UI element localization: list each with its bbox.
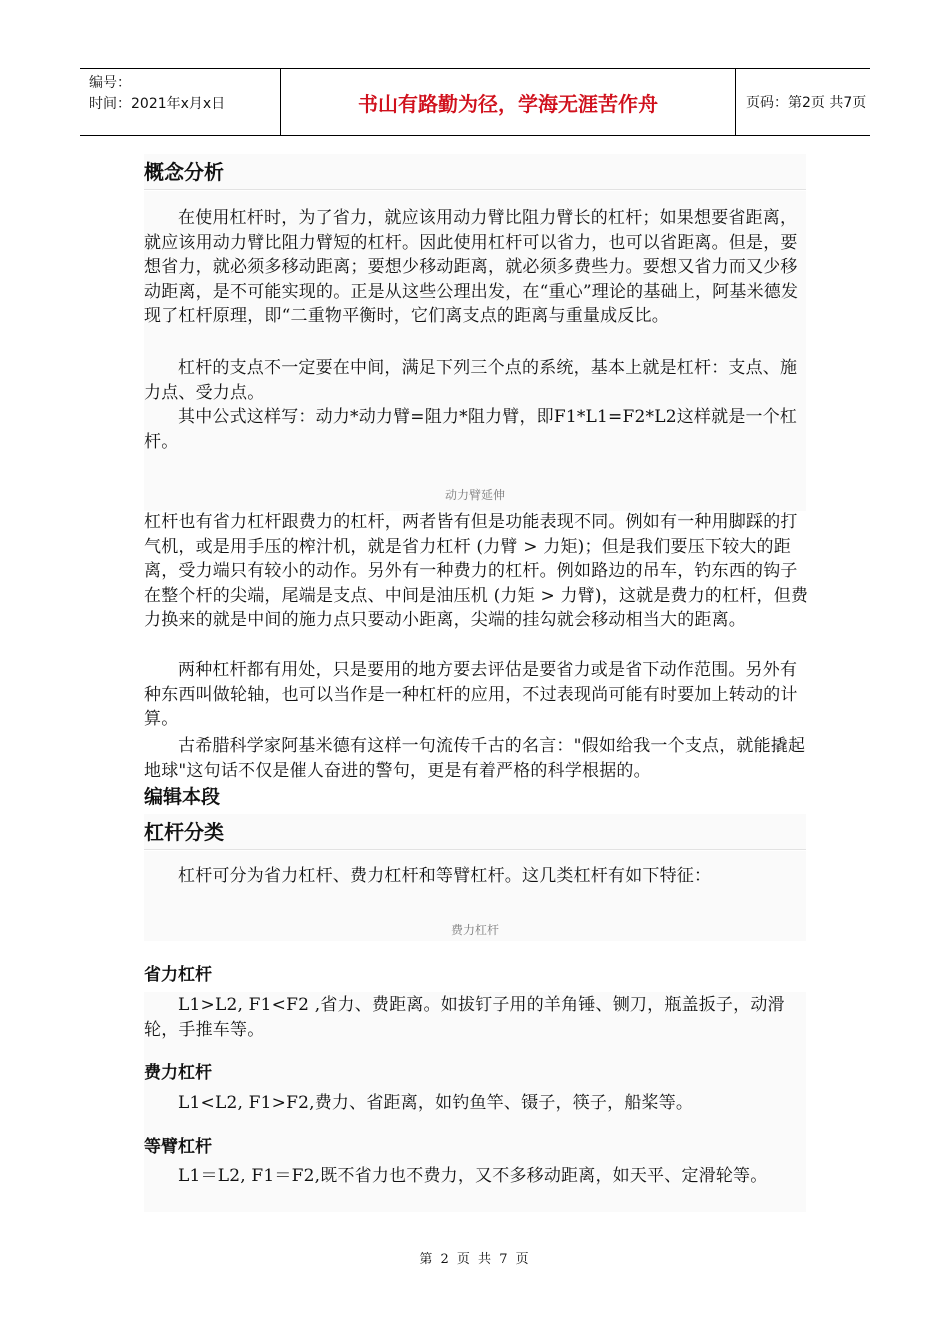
page-label: 页码：第2页 共7页: [746, 95, 867, 111]
lever-type-1-title: 省力杠杆: [144, 965, 212, 985]
classification-intro: 杠杆可分为省力杠杆、费力杠杆和等臂杠杆。这几类杠杆有如下特征：: [178, 866, 712, 886]
lever-type-1-text: L1>L2, F1<F2 ,省力、费距离。如拔钉子用的羊角锤、铡刀，瓶盖扳子，动滑轮，手推车等。: [144, 995, 785, 1040]
figure-caption-1: 动力臂延伸: [444, 488, 505, 502]
concept-paragraph-5: 两种杠杆都有用处，只是要用的地方要去评估是要省力或是省下动作范围。另外有种东西叫做轮轴，也可以当作是一种杠杆的应用，不过表现尚可能有时要加上转动的计算。: [144, 660, 798, 729]
edit-section-link[interactable]: 编辑本段: [144, 786, 221, 808]
number-label: 编号：: [89, 75, 131, 91]
lever-type-3-text: L1＝L2, F1＝F2,既不省力也不费力，又不多移动距离，如天平、定滑轮等。: [178, 1166, 768, 1186]
header-meta-cell: [80, 69, 281, 135]
lever-type-2-title: 费力杠杆: [144, 1063, 212, 1083]
concept-paragraph-6: 古希腊科学家阿基米德有这样一句流传千古的名言："假如给我一个支点，就能撬起地球"这句话不仅是催人奋进的警句，更是有着严格的科学根据的。: [144, 736, 806, 781]
concept-paragraph-4: 杠杆也有省力杠杆跟费力的杠杆，两者皆有但是功能表现不同。例如有一种用脚踩的打气机，或是用手压的榨汁机，就是省力杠杆 (力臂 > 力矩)；但是我们要压下较大的距离，受力端只有较小的动作。另外有一种费力的杠杆。例如路边的吊车，钓东西的钩子在整个杆的尖端，尾端是支点、中间是油压机 (力矩 > 力臂)，这就是费力的杠杆，但费力换来的就是中间的施力点只要动小距离，尖端的挂勾就会移动相当大的距离。: [144, 512, 809, 630]
lever-type-3-title: 等臂杠杆: [144, 1137, 212, 1157]
concept-paragraph-3: 其中公式这样写：动力*动力臂=阻力*阻力臂，即F1*L1=F2*L2这样就是一个杠杆。: [144, 407, 798, 452]
motto-text: 书山有路勤为径，学海无涯苦作舟: [358, 91, 658, 116]
concept-paragraph-1: 在使用杠杆时，为了省力，就应该用动力臂比阻力臂长的杠杆；如果想要省距离，就应该用动力臂比阻力臂短的杠杆。因此使用杠杆可以省力，也可以省距离。但是，要想省力，就必须多移动距离；要想少移动距离，就必须多费些力。要想又省力而又少移动距离，是不可能实现的。正是从这些公理出发，在“重心”理论的基础上，阿基米德发现了杠杆原理，即“二重物平衡时，它们离支点的距离与重量成反比。: [144, 208, 799, 326]
page-cell: [736, 69, 870, 135]
time-label: 时间：2021年x月x日: [89, 96, 226, 112]
page-footer: 第 2 页 共 7 页: [419, 1252, 531, 1267]
figure-caption-2: 费力杠杆: [450, 923, 499, 937]
classification-section-title: 杠杆分类: [144, 814, 806, 850]
concept-section-title: 概念分析: [144, 154, 806, 190]
motto-cell: [281, 69, 736, 135]
concept-paragraph-2: 杠杆的支点不一定要在中间，满足下列三个点的系统，基本上就是杠杆：支点、施力点、受力点。: [144, 358, 798, 403]
header-table: [80, 68, 870, 136]
lever-type-2-text: L1<L2, F1>F2,费力、省距离，如钓鱼竿、镊子，筷子，船桨等。: [178, 1093, 694, 1113]
